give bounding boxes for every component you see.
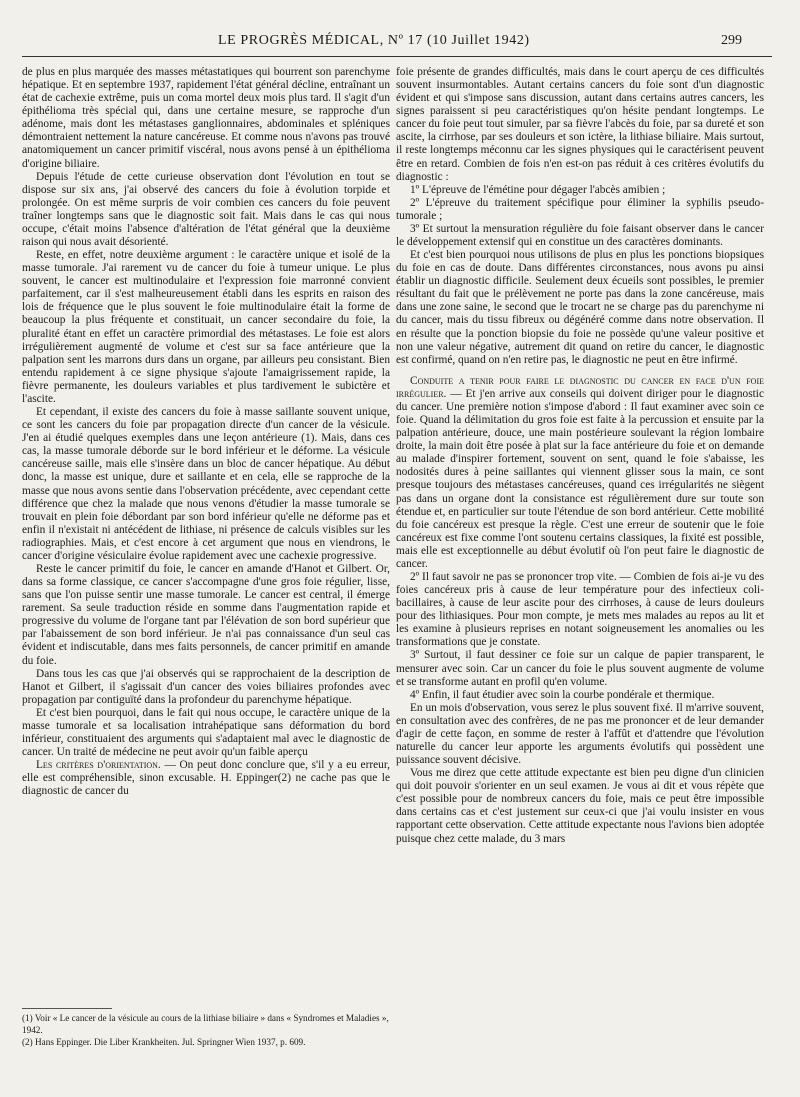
- section-text: — Et j'en arrive aux conseils qui doivent diriger pour le diagnostic du cancer. Une première notion s'impose d'abord : Il faut examiner avec soin ce foie. Quand la délimitation du gros foie est faite à la percussion et ensuite par la palpation antérieure, douce, une main postérieure soulevant la région lombaire droite, la main doit être posée à plat sur la face antérieure du foie et on demande au malade d'inspirer fortement, souvent on sent, quand le foie s'abaisse, les nodosités dures à peine saillantes qui viennent glisser sous la main, ce sont presque toujours des métastases cancéreuses, quand ces irrégularités ne siègent pas dans un organe dont la consistance est régulièrement dure sur toute son étendue et, en particulier sur toute l'étendue de son bord antérieur. Cette mobilité du foie cancéreux est presque la règle. C'est une erreur de soutenir que le foie cancéreux est fixe comme l'ont soutenu certains classiques, la fixité est possible, mais elle est exceptionnelle au début évolutif où l'on peut faire le diagnostic de cancer.: [396, 387, 764, 570]
- header-rule: [22, 56, 772, 57]
- paragraph: En un mois d'observation, vous serez le plus souvent fixé. Il m'arrive souvent, en consultation avec des confrères, de ne pas me prononcer et de leur demander d'agir de cette façon, en somme de rester à l'affût et d'attendre que l'évolution naturelle du cancer leur apporte les arguments évolutifs qui possèdent une puissance souvent décisive.: [396, 701, 764, 767]
- right-column: [396, 66, 764, 846]
- journal-title: LE PROGRÈS MÉDICAL, Nº 17 (10 Juillet 1942): [218, 33, 530, 48]
- criterion-item: 2º L'épreuve du traitement spécifique pour éliminer la syphilis pseudo-tumorale ;: [396, 196, 764, 222]
- paragraph: de plus en plus marquée des masses métastatiques qui bourrent son parenchyme hépatique. Et en septembre 1937, rapidement l'état général décline, entraînant un état de cachexie extrême, puis un coma mortel deux mois plus tard. Il s'agit d'un épithélioma très spécial qui, dans une certaine mesure, se rapproche d'un adénome, mais dont les métastases ganglionnaires, abdominales et spléniques démontraient nettement la nature cancéreuse. Et comme nous n'avons pas trouvé anatomiquement un cancer primitif viscéral, nous avons pensé à un épithélioma d'origine biliaire.: [22, 66, 390, 170]
- paragraph: foie présente de grandes difficultés, mais dans le court aperçu de ces difficultés souvent insurmontables. Autant certains cancers du foie sont d'un diagnostic évident et qui s'impose sans discussion, autant dans certains autres cancers, les signes paraissent si peu caractéristiques qu'on hésite pendant longtemps. Le cancer du foie peut tout simuler, par sa fièvre l'abcès du foie, par sa dureté et son ascite, la cirrhose, par ses douleurs et son ictère, la lithiase biliaire. Mais surtout, il reste longtemps méconnu car les signes physiques qui le caractérisent peuvent être en retard. Combien de fois n'en est-on pas réduit à ces critères évolutifs du diagnostic :: [396, 66, 764, 183]
- left-column: [22, 66, 390, 798]
- paragraph: Et c'est bien pourquoi nous utilisons de plus en plus les ponctions biopsiques du foie en cas de doute. Dans différentes circonstances, nous avons pu ainsi établir un diagnostic difficile. Seulement deux écueils sont possibles, le premier résultant du fait que le prélèvement ne porte pas dans la zone cancéreuse, mais dans une zone saine, le second que le trocart ne se charge pas du parenchyme ni du cancer, mais du tissu fibreux ou dégénéré comme dans notre observation. Il en résulte que la ponction biopsie du foie ne possède qu'une valeur positive et non une valeur négative, autrement dit quand on retire du cancer, le diagnostic est confirmé, quand on n'en retire pas, le diagnostic ne peut en être infirmé.: [396, 249, 764, 366]
- footnote-rule: [22, 1008, 112, 1009]
- rule-item: 3º Surtout, il faut dessiner ce foie sur un calque de papier transparent, le mensurer avec soin. Car un cancer du foie le plus souvent augmente de volume et se transforme autant en profil qu'en volume.: [396, 649, 764, 688]
- rule-item: 2º Il faut savoir ne pas se prononcer trop vite. — Combien de fois ai-je vu des foies cancéreux pris à cause de leur température pour des infectieux coli-bacillaires, à cause de leur ascite pour des cirrhoses, à cause de leurs douleurs pour des lithiasiques. Pour mon compte, je mets mes malades au repos au lit et les examine à plusieurs reprises en notant soigneusement les anomalies ou les transformations que je constate.: [396, 570, 764, 649]
- criterion-item: 1º L'épreuve de l'émétine pour dégager l'abcès amibien ;: [410, 183, 666, 196]
- page-number: 299: [721, 33, 742, 48]
- paragraph: Vous me direz que cette attitude expectante est bien peu digne d'un clinicien qui doit pouvoir s'orienter en un seul examen. Je vous ai dit et vous répète que c'est possible pour de nombreux cancers du foie, mais ce peut être impossible dans certains cas et c'est justement sur ceux-ci que j'ai voulu insister en vous rapportant cette observation. Cette attitude expectante nous l'avions bien adoptée puisque chez cette malade, du 3 mars: [396, 767, 764, 845]
- section-heading: Les critères d'orientation.: [36, 759, 161, 772]
- section-text: — On peut donc conclure que, s'il y a eu erreur, elle est compréhensible, sinon excusable. H. Eppinger(2) ne cache pas que le diagnostic de cancer du: [22, 759, 390, 798]
- paragraph: Et cependant, il existe des cancers du foie à masse saillante souvent unique, ce sont les cancers du foie par propagation directe d'un cancer de la vésicule. J'en ai étudié quelques exemples dans une leçon antérieure (1). Mais, dans ces cas, la masse tumorale déborde sur le bord inférieur et le déforme. La vésicule cancéreuse saille, mais elle s'insère dans un bloc de cancer hépatique. Au début donc, la masse est unique, dure et saillante et en cela, elle se rapproche de la masse que nous avons sentie dans l'observation précédente, avec cependant cette différence que chez la malade que nous venons d'étudier la masse tumorale se trouvait en plein foie débordant par son bord inférieur qu'elle ne déforme pas et enfin il n'existait ni antécédent de lithiase, ni présence de calculs visibles sur les radiographies. Mais, et c'est encore à cet argument que nous en viendrons, le cancer d'origine vésiculaire évolue rapidement avec une cachexie progressive.: [22, 406, 390, 562]
- section-paragraph: [22, 759, 390, 798]
- footnotes: [22, 1012, 390, 1048]
- paragraph: Et c'est bien pourquoi, dans le fait qui nous occupe, le caractère unique de la masse tumorale et sa localisation intrahépatique sans déformation du bord inférieur, constituaient des arguments qui s'adaptaient mal avec le diagnostic de cancer. Un traité de médecine ne peut avoir qu'un faible aperçu: [22, 706, 390, 759]
- criterion-item: 3º Et surtout la mensuration régulière du foie faisant observer dans le cancer le développement extensif qui en constitue un des caractères dominants.: [396, 222, 764, 249]
- rule-item: 4º Enfin, il faut étudier avec soin la courbe pondérale et thermique.: [410, 688, 715, 701]
- paragraph: Reste le cancer primitif du foie, le cancer en amande d'Hanot et Gilbert. Or, dans sa forme classique, ce cancer s'accompagne d'une gros foie régulier, lisse, sans que l'on puisse sentir une masse tumorale. Le cancer est central, il émerge rarement. Sa seule traduction réside en somme dans l'augmentation rapide et progressive du volume de l'organe tant par l'élévation de son bord supérieur que par l'abaissement de son bord inférieur. Je n'ai pas connaissance d'un seul cas évident et indiscutable, dans mes faits personnels, de cancer primitif en amande du foie.: [22, 562, 390, 667]
- paragraph: Dans tous les cas que j'ai observés qui se rapprochaient de la description de Hanot et Gilbert, il s'agissait d'un cancer des voies biliaires profondes avec propagation par contiguïté dans la profondeur du parenchyme hépatique.: [22, 667, 390, 706]
- footnote: (1) Voir « Le cancer de la vésicule au cours de la lithiase biliaire » dans « Syndromes et Maladies », 1942.: [22, 1013, 389, 1035]
- paragraph: Reste, en effet, notre deuxième argument : le caractère unique et isolé de la masse tumorale. J'ai rarement vu de cancer du foie à tumeur unique. Le plus souvent, le cancer est multinodulaire et l'expression foie marronné convient parfaitement, car il s'est malheureusement établi dans les esprits en raison des lois de fréquence que le plus souvent le foie multinodulaire était la forme de beaucoup la plus fréquente et constituait, un cancer secondaire du foie, la pluralité étant en effet un caractère primordial des métastases. Le foie est alors irrégulièrement augmenté de volume et c'est sur sa face antérieure que la palpation sent les marrons durs dans un organe, par ailleurs peu consistant. Bien entendu rapidement à ce signe physique s'ajoute l'amaigrissement rapide, la fièvre permanente, les douleurs variables et plus tardivement le subictère et l'ascite.: [22, 249, 390, 405]
- section-heading: Conduite a tenir pour faire le diagnostic du cancer en face d'un foie irrégulier.: [396, 374, 764, 400]
- running-header: [218, 33, 742, 51]
- footnote: (2) Hans Eppinger. Die Liber Krankheiten. Jul. Springner Wien 1937, p. 609.: [22, 1037, 306, 1047]
- section-paragraph: [396, 375, 764, 571]
- paragraph: Depuis l'étude de cette curieuse observation dont l'évolution en tout se dispose sur six ans, j'ai observé des cancers du foie à évolution torpide et prolongée. On est même surpris de voir combien ces cancers du foie peuvent traîner longtemps sans que le diagnostic soit fait. Mais dans le cas qui nous occupe, c'était moins l'absence d'altération de l'état général que la deuxième raison qui nous avait désorienté.: [22, 170, 390, 249]
